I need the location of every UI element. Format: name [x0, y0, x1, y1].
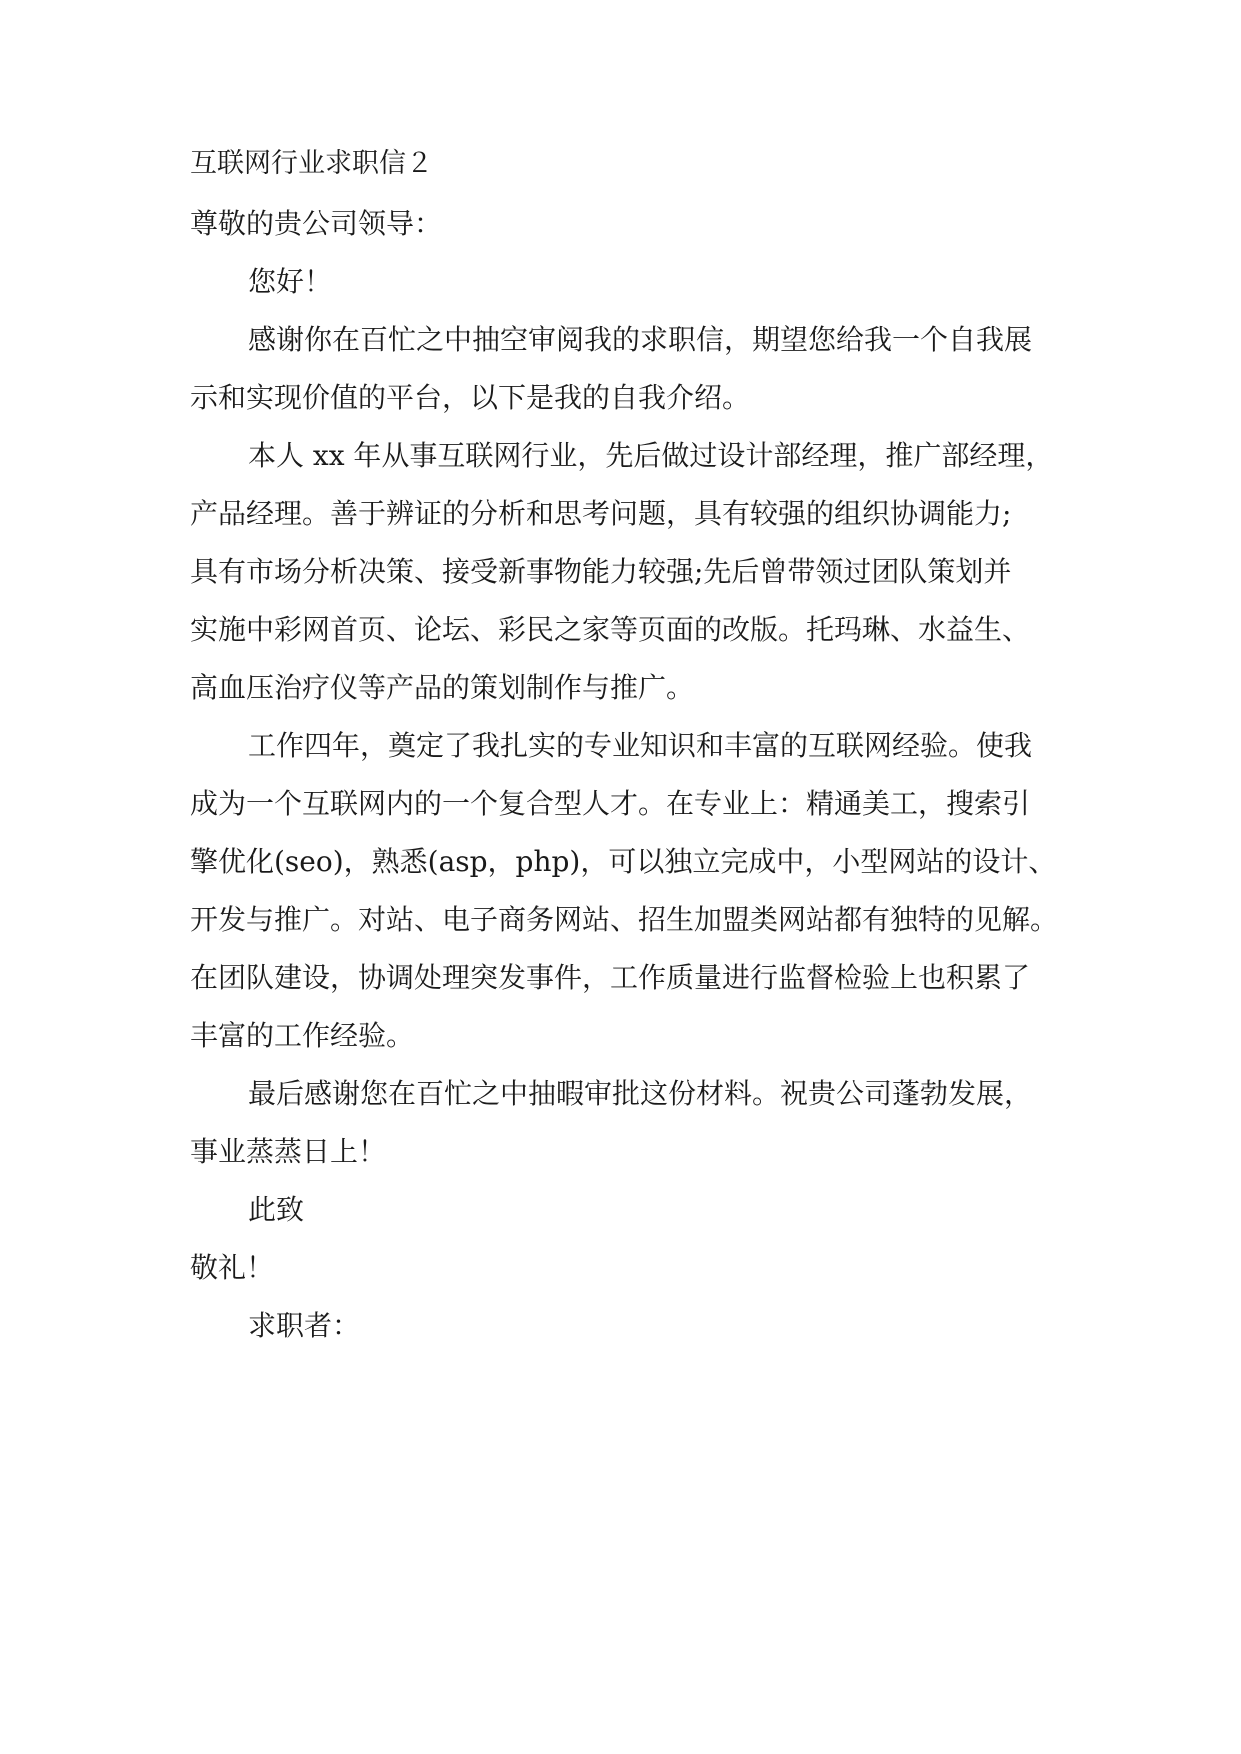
- closing-jing-li: 敬礼！: [190, 1251, 275, 1284]
- document-title: 互联网行业求职信２: [190, 148, 433, 179]
- paragraph-2-line-5: 高血压治疗仪等产品的策划制作与推广。: [190, 671, 695, 704]
- paragraph-4-line-2: 事业蒸蒸日上！: [190, 1135, 387, 1168]
- paragraph-2-line-3: 具有市场分析决策、接受新事物能力较强;先后曾带领过团队策划并: [190, 555, 1012, 588]
- paragraph-3-line-5: 在团队建设，协调处理突发事件，工作质量进行监督检验上也积累了: [190, 961, 1031, 994]
- salutation: 尊敬的贵公司领导：: [190, 207, 443, 240]
- paragraph-2-line-4: 实施中彩网首页、论坛、彩民之家等页面的改版。托玛琳、水益生、: [190, 613, 1031, 646]
- signature-label: 求职者：: [248, 1309, 361, 1342]
- paragraph-2-line-2: 产品经理。善于辨证的分析和思考问题，具有较强的组织协调能力;: [190, 497, 1012, 530]
- paragraph-3-line-1: 工作四年，奠定了我扎实的专业知识和丰富的互联网经验。使我: [248, 729, 1033, 762]
- paragraph-3-line-6: 丰富的工作经验。: [190, 1019, 415, 1052]
- closing-ci-zhi: 此致: [248, 1193, 305, 1226]
- paragraph-1-line-2: 示和实现价值的平台，以下是我的自我介绍。: [190, 381, 751, 414]
- paragraph-4-line-1: 最后感谢您在百忙之中抽暇审批这份材料。祝贵公司蓬勃发展，: [248, 1077, 1033, 1110]
- greeting: 您好！: [248, 265, 333, 298]
- paragraph-3-line-4: 开发与推广。对站、电子商务网站、招生加盟类网站都有独特的见解。: [190, 903, 1059, 936]
- paragraph-2-line-1: 本人 xx 年从事互联网行业，先后做过设计部经理，推广部经理，: [248, 439, 1054, 472]
- paragraph-1-line-1: 感谢你在百忙之中抽空审阅我的求职信，期望您给我一个自我展: [248, 323, 1033, 356]
- paragraph-3-line-3: 擎优化(seo)，熟悉(asp，php)，可以独立完成中，小型网站的设计、: [190, 845, 1057, 878]
- paragraph-3-line-2: 成为一个互联网内的一个复合型人才。在专业上：精通美工，搜索引: [190, 787, 1031, 820]
